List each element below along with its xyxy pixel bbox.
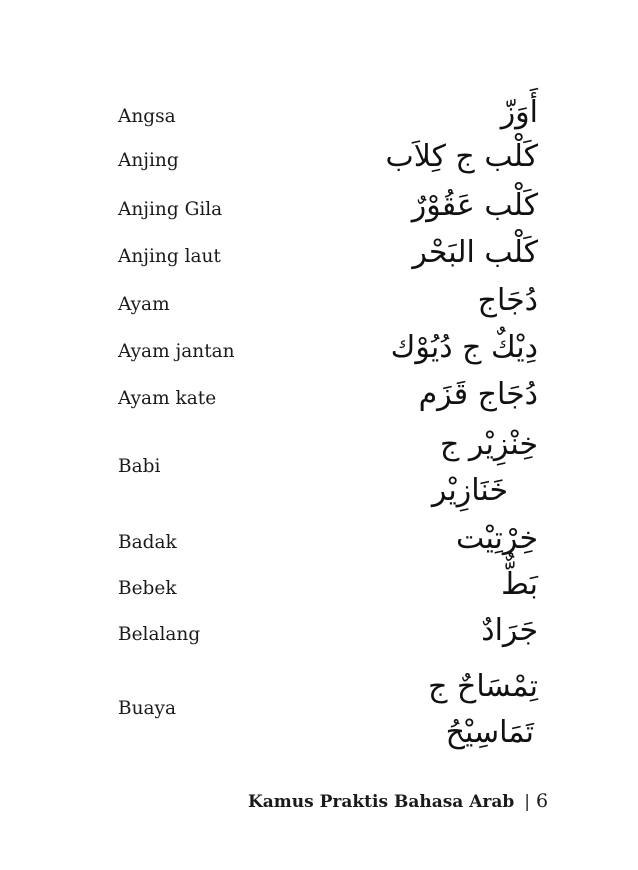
latin-word: Ayam bbox=[118, 294, 170, 315]
arabic-word: خِنْزِيْر ج bbox=[440, 427, 538, 462]
arabic-word: كَلْب البَحْر bbox=[412, 235, 538, 270]
arabic-word: أَوَزّ bbox=[500, 95, 538, 130]
arabic-word: دُجَاج قَزَم bbox=[418, 377, 538, 412]
latin-word: Anjing Gila bbox=[118, 199, 223, 220]
latin-word: Anjing bbox=[118, 150, 179, 171]
arabic-word: خِرْتِيْت bbox=[456, 521, 538, 556]
arabic-word: تِمْسَاحٌ ج bbox=[428, 669, 538, 704]
latin-word: Babi bbox=[118, 456, 161, 477]
arabic-word: دُجَاج bbox=[477, 283, 538, 318]
latin-word: Ayam kate bbox=[118, 388, 217, 409]
latin-word: Badak bbox=[118, 532, 177, 553]
latin-word: Bebek bbox=[118, 578, 177, 599]
latin-word: Ayam jantan bbox=[118, 341, 235, 362]
arabic-word: كَلْب ج كِلاَب bbox=[385, 139, 538, 174]
arabic-plural: خَنَازِيْر bbox=[431, 473, 508, 508]
page-footer bbox=[248, 790, 568, 812]
latin-word: Angsa bbox=[118, 106, 176, 127]
arabic-word: دِيْكٌ ج دُيُوْك bbox=[390, 330, 538, 365]
latin-word: Belalang bbox=[118, 624, 201, 645]
page-number: 6 bbox=[536, 790, 549, 812]
footer-separator: | bbox=[524, 792, 531, 812]
book-title: Kamus Praktis Bahasa Arab bbox=[248, 792, 515, 812]
latin-word: Anjing laut bbox=[118, 246, 221, 267]
arabic-word: كَلْب عَقُوْرٌ bbox=[411, 188, 538, 223]
arabic-word: جَرَادٌ bbox=[481, 613, 538, 648]
latin-word: Buaya bbox=[118, 698, 177, 719]
arabic-plural: تَمَاسِيْحُ bbox=[445, 715, 534, 750]
arabic-word: بَطٌّ bbox=[501, 567, 538, 602]
